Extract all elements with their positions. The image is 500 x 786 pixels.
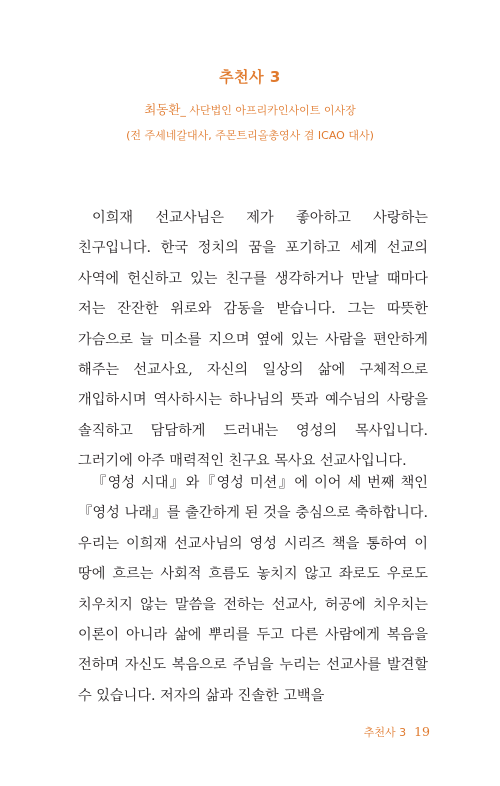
footer-section-label: 추천사 3: [363, 726, 407, 739]
author-line: [0, 100, 500, 118]
author-role: _ 사단법인 아프리카인사이트 이사장: [180, 104, 356, 117]
page-number: 19: [414, 724, 430, 739]
paragraph-1-text: 이희재 선교사님은 제가 좋아하고 사랑하는 친구입니다. 한국 정치의 꿈을 포기하고 세계 선교의 사역에 헌신하고 있는 친구를 생각하거나 만날 때마다 저는 잔잔한 위로와 감동을 받습니다. 그는 따뜻한 가슴으로 늘 미소를 지으며 옆에 있는 사람을 편안하게 해주는 선교사요, 자신의 일상의 삶에 구체적으로 개입하시며 역사하시는 하나님의 뜻과 예수님의 사랑을 솔직하고 담담하게 드러내는 영성의 목사입니다. 그러기에 아주 매력적인 친구요 목사요 선교사입니다.: [78, 210, 428, 470]
author-name: 최동환: [144, 102, 181, 117]
page-footer: [364, 724, 430, 740]
author-former-role: (전 주세네갈대사, 주몬트리올총영사 겸 ICAO 대사): [126, 129, 374, 142]
paragraph-2-text: 『영성 시대』와『영성 미션』에 이어 세 번째 책인『영성 나래』를 출간하게 된 것을 충심으로 축하합니다. 우리는 이희재 선교사님의 영성 시리즈 책을 통하여 이 땅에 흐르는 사회적 흐름도 놓치지 않고 좌로도 우로도 치우치지 않는 말씀을 전하는 선교사, 허공에 치우치는 이론이 아니라 삶에 뿌리를 두고 다른 사람에게 복음을 전하며 자신도 복음으로 주님을 누리는 선교사를 발견할 수 있습니다. 저자의 삶과 진솔한 고백을: [78, 475, 428, 704]
section-title: 추천사 3: [219, 68, 281, 86]
paragraph-1: [78, 203, 428, 477]
paragraph-2: [78, 468, 428, 711]
